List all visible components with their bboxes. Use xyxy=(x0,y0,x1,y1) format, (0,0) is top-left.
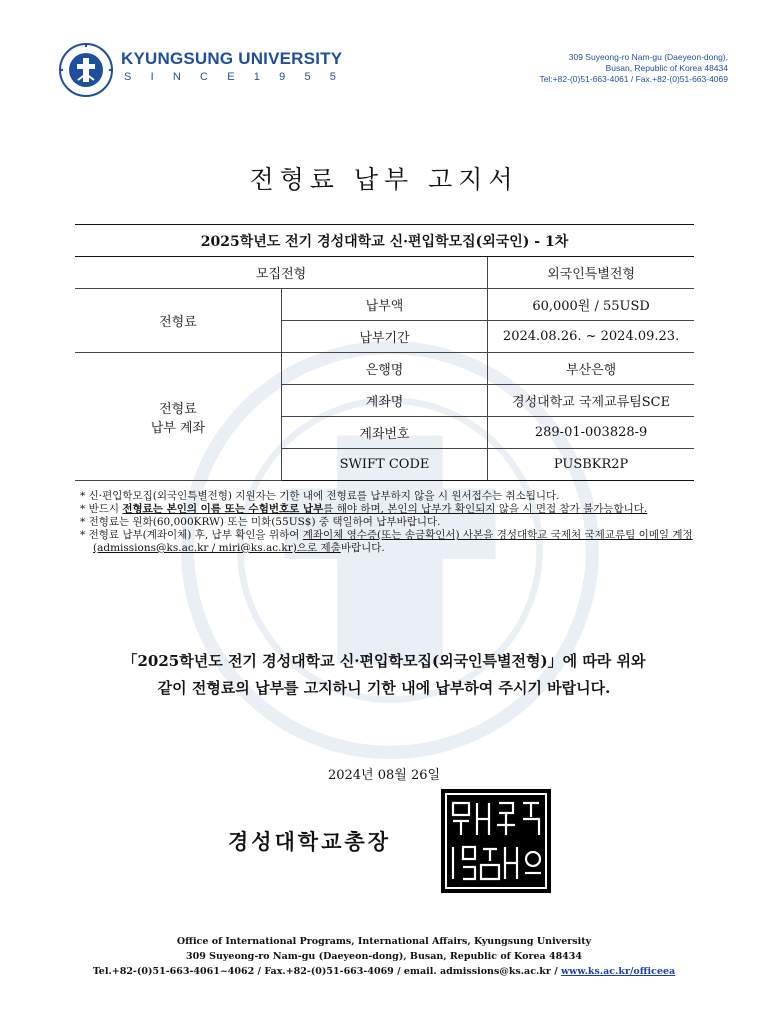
account-number-label: 계좌번호 xyxy=(281,417,487,449)
note-emphasis: 계좌이체 영수증(또는 송금확인서) 사본을 경성대학교 국제처 국제교류팀 이메일 계정(admissions@ks.ac.kr / miri@ks.ac.kr)으로 제출 xyxy=(93,529,693,554)
account-number-value: 289-01-003828-9 xyxy=(488,417,694,449)
statement-line: 같이 전형료의 납부를 고지하니 기한 내에 납부하여 주시기 바랍니다. xyxy=(157,679,611,697)
period-label: 납부기간 xyxy=(281,321,487,353)
footer-line: Office of International Programs, International Affairs, Kyungsung University xyxy=(176,936,592,947)
period-value: 2024.08.26. ~ 2024.09.23. xyxy=(488,321,694,353)
since-letter: 5 xyxy=(304,71,311,83)
bank-label: 은행명 xyxy=(281,353,487,385)
footer-contact: Tel.+82-(0)51-663-4061~4062 / Fax.+82-(0)51-663-4069 / email. admissions@ks.ac.kr / xyxy=(92,966,561,977)
address-line: 309 Suyeong-ro Nam-gu (Daeyeon-dong), xyxy=(568,52,728,62)
swift-value: PUSBKR2P xyxy=(488,449,694,481)
account-group-line: 전형료 xyxy=(159,401,197,417)
holder-value: 경성대학교 국제교류팀SCE xyxy=(488,385,694,417)
address-line: Busan, Republic of Korea 48434 xyxy=(605,63,728,73)
university-emblem-icon xyxy=(58,42,114,98)
note-item xyxy=(80,503,694,516)
amount-label: 납부액 xyxy=(281,289,487,321)
university-name: KYUNGSUNG UNIVERSITY xyxy=(121,49,343,68)
note-text: * 전형료 납부(계좌이체) 후, 납부 확인을 위하여 xyxy=(80,529,303,541)
since-letter: 5 xyxy=(329,71,336,83)
document-title: 전형료 납부 고지서 xyxy=(249,165,519,194)
since-letter: N xyxy=(172,71,181,83)
since-letter: 1 xyxy=(253,71,260,83)
footer-line xyxy=(0,964,768,979)
issue-date: 2024년 08월 26일 xyxy=(327,768,441,783)
since-letter: S xyxy=(124,71,132,83)
holder-label: 계좌명 xyxy=(281,385,487,417)
footer xyxy=(0,934,768,979)
recruit-value: 외국인특별전형 xyxy=(488,257,694,289)
since-1955 xyxy=(124,71,336,83)
header-address xyxy=(539,52,728,85)
bank-value: 부산은행 xyxy=(488,353,694,385)
recruit-label: 모집전형 xyxy=(75,257,488,289)
note-item: * 신·편입학모집(외국인특별전형) 지원자는 기한 내에 전형료를 납부하지 않을 시 원서접수는 취소됩니다. xyxy=(80,490,560,502)
amount-value: 60,000원 / 55USD xyxy=(488,289,694,321)
notes xyxy=(80,490,694,555)
note-text: 바랍니다. xyxy=(340,542,385,554)
fee-group-label: 전형료 xyxy=(75,289,281,353)
note-text: * 반드시 xyxy=(80,503,123,515)
swift-label: SWIFT CODE xyxy=(281,449,487,481)
table-heading: 2025학년도 전기 경성대학교 신·편입학모집(외국인) - 1차 xyxy=(75,225,694,257)
address-line: Tel:+82-(0)51-663-4061 / Fax.+82-(0)51-663-4069 xyxy=(539,74,728,84)
note-item xyxy=(80,529,694,555)
website-link[interactable]: www.ks.ac.kr/officeea xyxy=(560,966,676,977)
president-title: 경성대학교총장 xyxy=(228,829,392,854)
fee-table xyxy=(75,224,694,481)
since-letter: I xyxy=(150,71,154,83)
note-text: 를 해야 하며, 본인의 납부가 확인되지 않을 시 면접 참가 불가능합니다. xyxy=(323,503,648,515)
since-letter: 9 xyxy=(279,71,286,83)
note-item: * 전형료는 원화(60,000KRW) 또는 미화(55US$) 중 택일하여 납부바랍니다. xyxy=(80,516,441,528)
account-group-line: 납부 계좌 xyxy=(150,420,206,436)
note-emphasis: 전형료는 본인의 이름 또는 수험번호로 납부 xyxy=(122,503,324,515)
since-letter: C xyxy=(200,71,208,83)
account-group-label xyxy=(75,353,281,481)
since-letter: E xyxy=(227,71,235,83)
footer-line: 309 Suyeong-ro Nam-gu (Daeyeon-dong), Busan, Republic of Korea 48434 xyxy=(185,951,583,962)
statement-line: 「2025학년도 전기 경성대학교 신·편입학모집(외국인특별전형)」에 따라 위와 xyxy=(122,652,646,670)
statement xyxy=(0,648,768,702)
official-seal-icon xyxy=(441,789,551,893)
